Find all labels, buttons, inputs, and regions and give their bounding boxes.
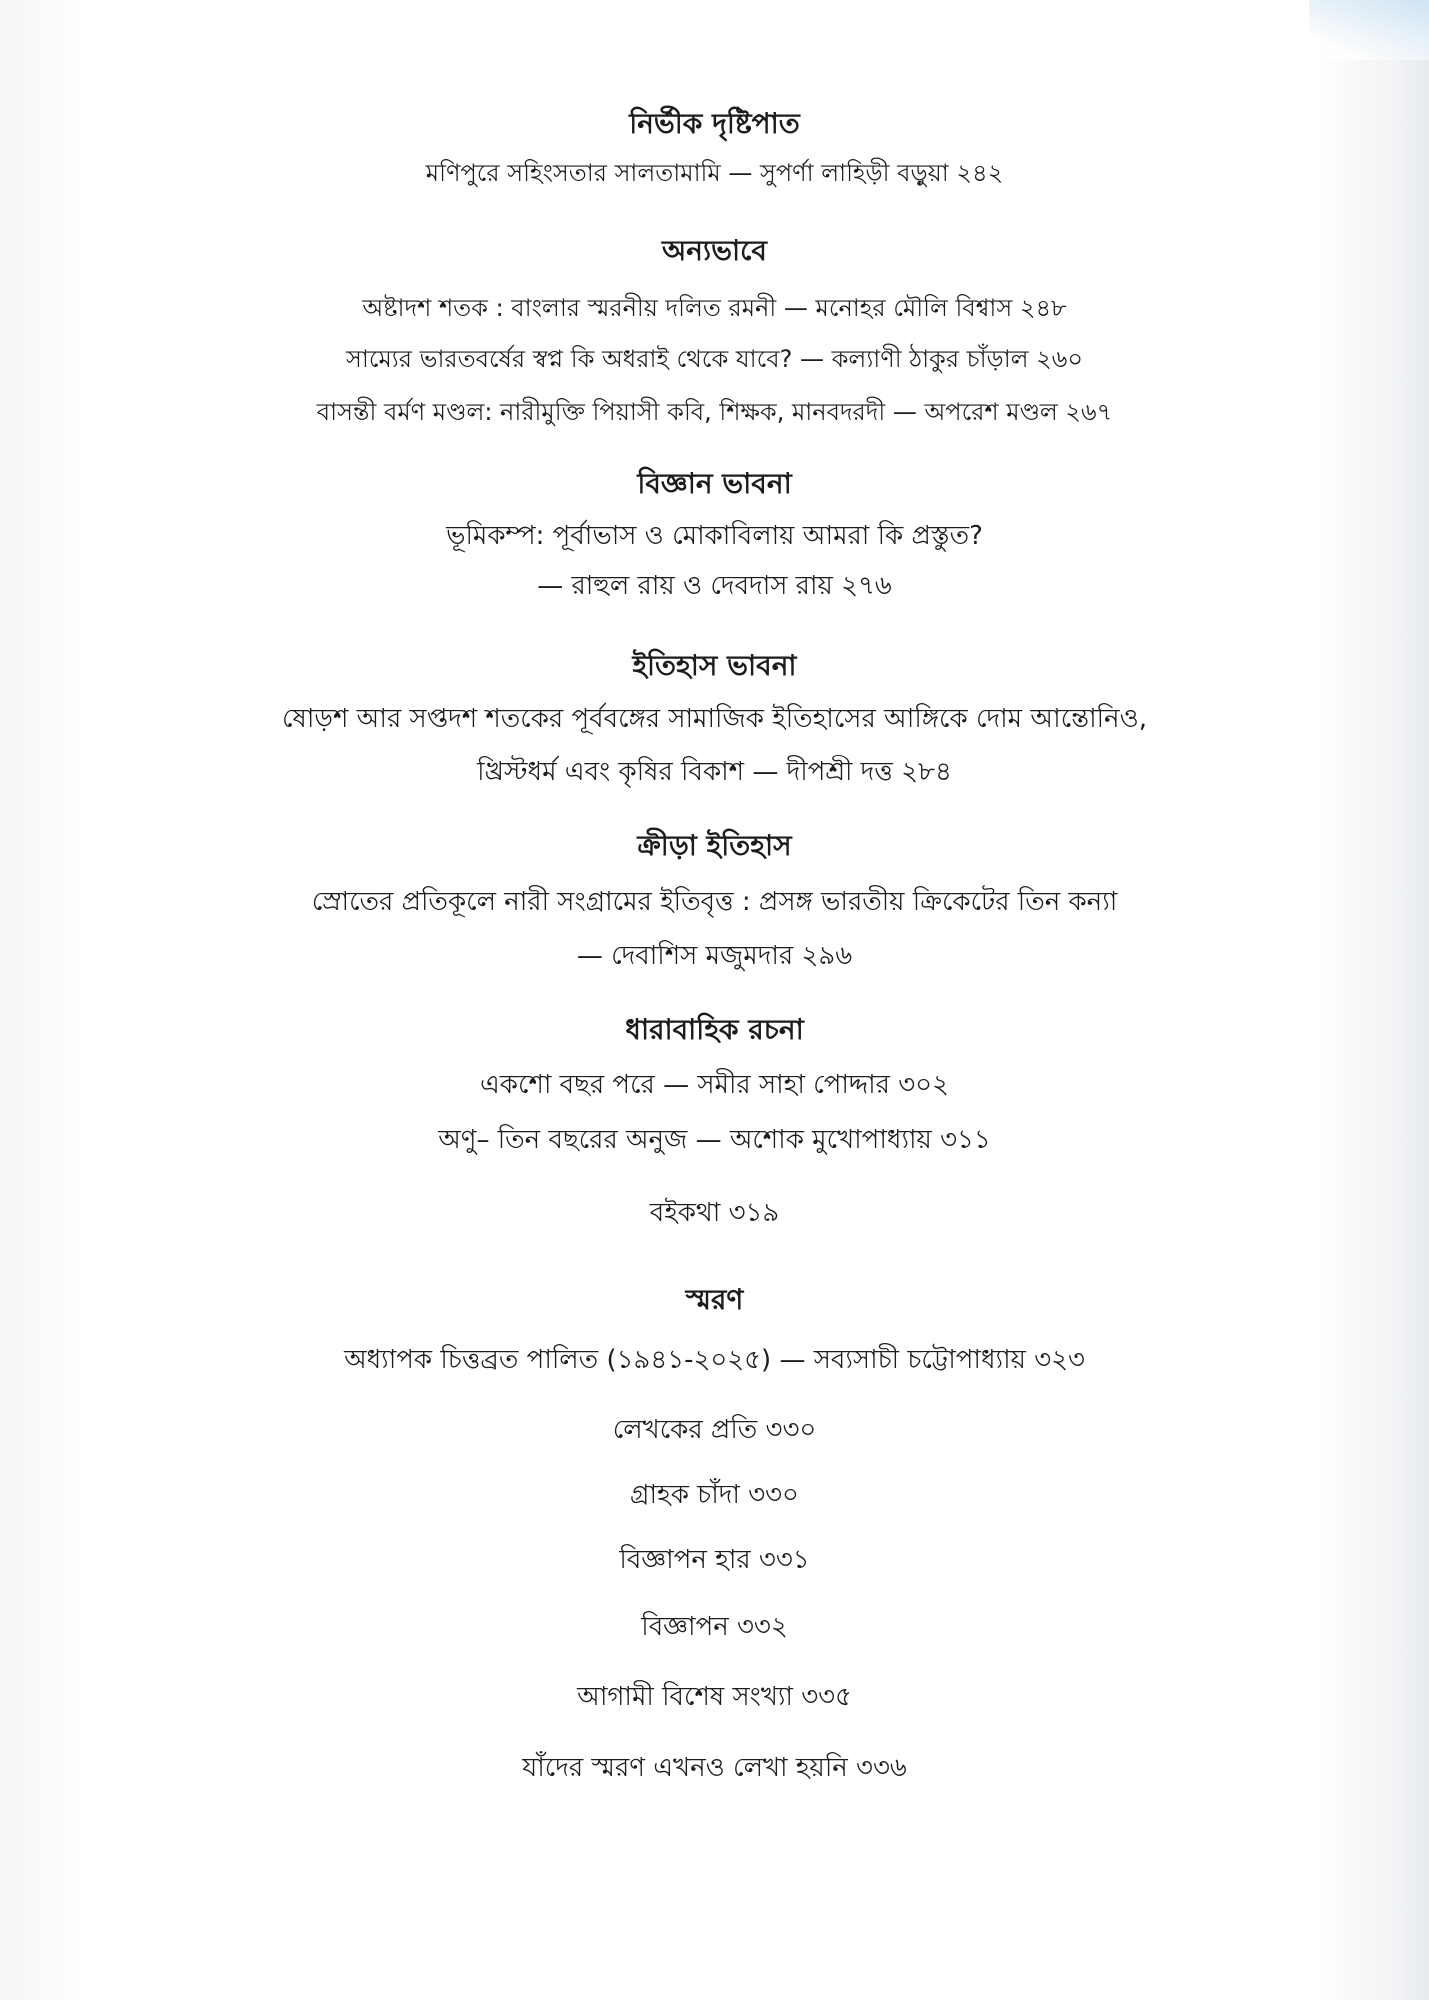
- entry-boi-kotha: বইকথা ৩১৯: [649, 1198, 780, 1228]
- entry-line: যাঁদের স্মরণ এখনও লেখা হয়নি ৩৩৬: [522, 1753, 907, 1783]
- entry-line: খ্রিস্টধর্ম এবং কৃষির বিকাশ — দীপশ্রী দত্ত ২৮৪: [477, 757, 952, 787]
- entry-line: — রাহুল রায় ও দেবদাস রায় ২৭৬: [537, 571, 892, 601]
- entry-line: বিজ্ঞাপন হার ৩৩১: [619, 1545, 810, 1575]
- entry-line: — দেবাশিস মজুমদার ২৯৬: [576, 941, 853, 971]
- entry-line: লেখকের প্রতি ৩৩০: [612, 1415, 817, 1445]
- entry-line: আগামী বিশেষ সংখ্যা ৩৩৫: [577, 1682, 852, 1712]
- entry-line: অষ্টাদশ শতক : বাংলার স্মরনীয় দলিত রমনী — মনোহর মৌলি বিশ্বাস ২৪৮: [362, 294, 1067, 322]
- entry-line: অণু– তিন বছরের অনুজ — অশোক মুখোপাধ্যায় ৩১১: [438, 1125, 991, 1155]
- entry-line: বিজ্ঞাপন ৩৩২: [641, 1612, 788, 1642]
- page-edge-blue: [1309, 0, 1429, 60]
- entry-line: ভূমিকম্প: পূর্বাভাস ও মোকাবিলায় আমরা কি প্রস্তুত?: [446, 521, 983, 551]
- entry-line: সাম্যের ভারতবর্ষের স্বপ্ন কি অধরাই থেকে যাবে? — কল্যাণী ঠাকুর চাঁড়াল ২৬০: [346, 345, 1083, 373]
- entry-line: গ্রাহক চাঁদা ৩৩০: [630, 1480, 799, 1510]
- entry-line: একশো বছর পরে — সমীর সাহা পোদ্দার ৩০২: [480, 1070, 949, 1100]
- entry-line: বাসন্তী বর্মণ মণ্ডল: নারীমুক্তি পিয়াসী কবি, শিক্ষক, মানবদরদী — অপরেশ মণ্ডল ২৬৭: [316, 398, 1113, 426]
- section-heading-smaran: স্মরণ: [685, 1283, 744, 1316]
- entry-line: স্রোতের প্রতিকূলে নারী সংগ্রামের ইতিবৃত্ত : প্রসঙ্গ ভারতীয় ক্রিকেটের তিন কন্যা: [311, 887, 1118, 917]
- entry-line: ষোড়শ আর সপ্তদশ শতকের পূর্ববঙ্গের সামাজিক ইতিহাসের আঙ্গিকে দোম আন্তোনিও,: [282, 704, 1147, 734]
- section-heading-anyabhabe: অন্যভাবে: [662, 234, 767, 267]
- entry-line: অধ্যাপক চিত্তব্রত পালিত (১৯৪১-২০২৫) — সব্যসাচী চট্টোপাধ্যায় ৩২৩: [344, 1345, 1085, 1375]
- section-heading-nirbhik: নির্ভীক দৃষ্টিপাত: [629, 107, 800, 140]
- section-heading-bigyan: বিজ্ঞান ভাবনা: [637, 467, 792, 500]
- section-heading-itihas: ইতিহাস ভাবনা: [632, 649, 797, 682]
- entry-line: মণিপুরে সহিংসতার সালতামামি — সুপর্ণা লাহিড়ী বড়ুয়া ২৪২: [425, 159, 1004, 187]
- section-heading-krira: ক্রীড়া ইতিহাস: [637, 829, 792, 862]
- section-heading-dharabahik: ধারাবাহিক রচনা: [625, 1013, 804, 1046]
